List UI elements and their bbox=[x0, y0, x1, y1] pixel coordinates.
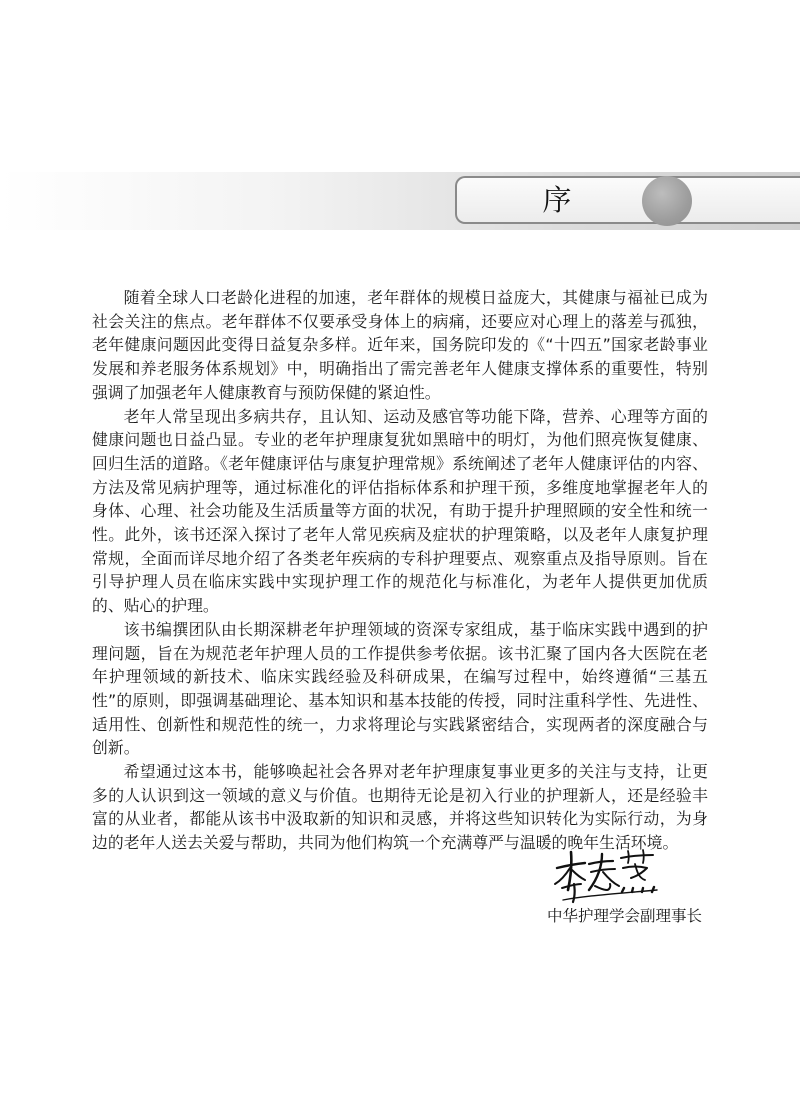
preface-body bbox=[92, 286, 708, 855]
handwritten-signature bbox=[553, 846, 665, 906]
decorative-circle bbox=[642, 176, 692, 226]
paragraph-3: 该书编撰团队由长期深耕老年护理领域的资深专家组成，基于临床实践中遇到的护理问题，旨在为规范老年护理人员的工作提供参考依据。该书汇聚了国内各大医院在老年护理领域的新技术、临床实践经验及科研成果，在编写过程中，始终遵循“三基五性”的原则，即强调基础理论、基本知识和基本技能的传授，同时注重科学性、先进性、适用性、创新性和规范性的统一，力求将理论与实践紧密结合，实现两者的深度融合与创新。 bbox=[92, 619, 708, 758]
paragraph-2: 老年人常呈现出多病共存，且认知、运动及感官等功能下降，营养、心理等方面的健康问题也日益凸显。专业的老年护理康复犹如黑暗中的明灯，为他们照亮恢复健康、回归生活的道路。《老年健康评估与康复护理常规》系统阐述了老年人健康评估的内容、方法及常见病护理等，通过标准化的评估指标体系和护理干预，多维度地掌握老年人的身体、心理、社会功能及生活质量等方面的状况，有助于提升护理照顾的安全性和统一性。此外，该书还深入探讨了老年人常见疾病及症状的护理策略，以及老年人康复护理常规，全面而详尽地介绍了各类老年疾病的专科护理要点、观察重点及指导原则。旨在引导护理人员在临床实践中实现护理工作的规范化与标准化，为老年人提供更加优质的、贴心的护理。 bbox=[92, 406, 708, 616]
paragraph-4: 希望通过这本书，能够唤起社会各界对老年护理康复事业更多的关注与支持，让更多的人认识到这一领域的意义与价值。也期待无论是初入行业的护理新人，还是经验丰富的从业者，都能从该书中汲取新的知识和灵感，并将这些知识转化为实际行动，为身边的老年人送去关爱与帮助，共同为他们构筑一个充满尊严与温暖的晚年生活环境。 bbox=[92, 762, 708, 853]
page-title: 序 bbox=[542, 183, 572, 217]
signature-caption: 中华护理学会副理事长 bbox=[546, 907, 702, 925]
title-box bbox=[455, 176, 800, 224]
paragraph-1: 随着全球人口老龄化进程的加速，老年群体的规模日益庞大，其健康与福祉已成为社会关注的焦点。老年群体不仅要承受身体上的病痛，还要应对心理上的落差与孤独，老年健康问题因此变得日益复杂多样。近年来，国务院印发的《“十四五”国家老龄事业发展和养老服务体系规划》中，明确指出了需完善老年人健康支撑体系的重要性，特别强调了加强老年人健康教育与预防保健的紧迫性。 bbox=[92, 288, 708, 402]
